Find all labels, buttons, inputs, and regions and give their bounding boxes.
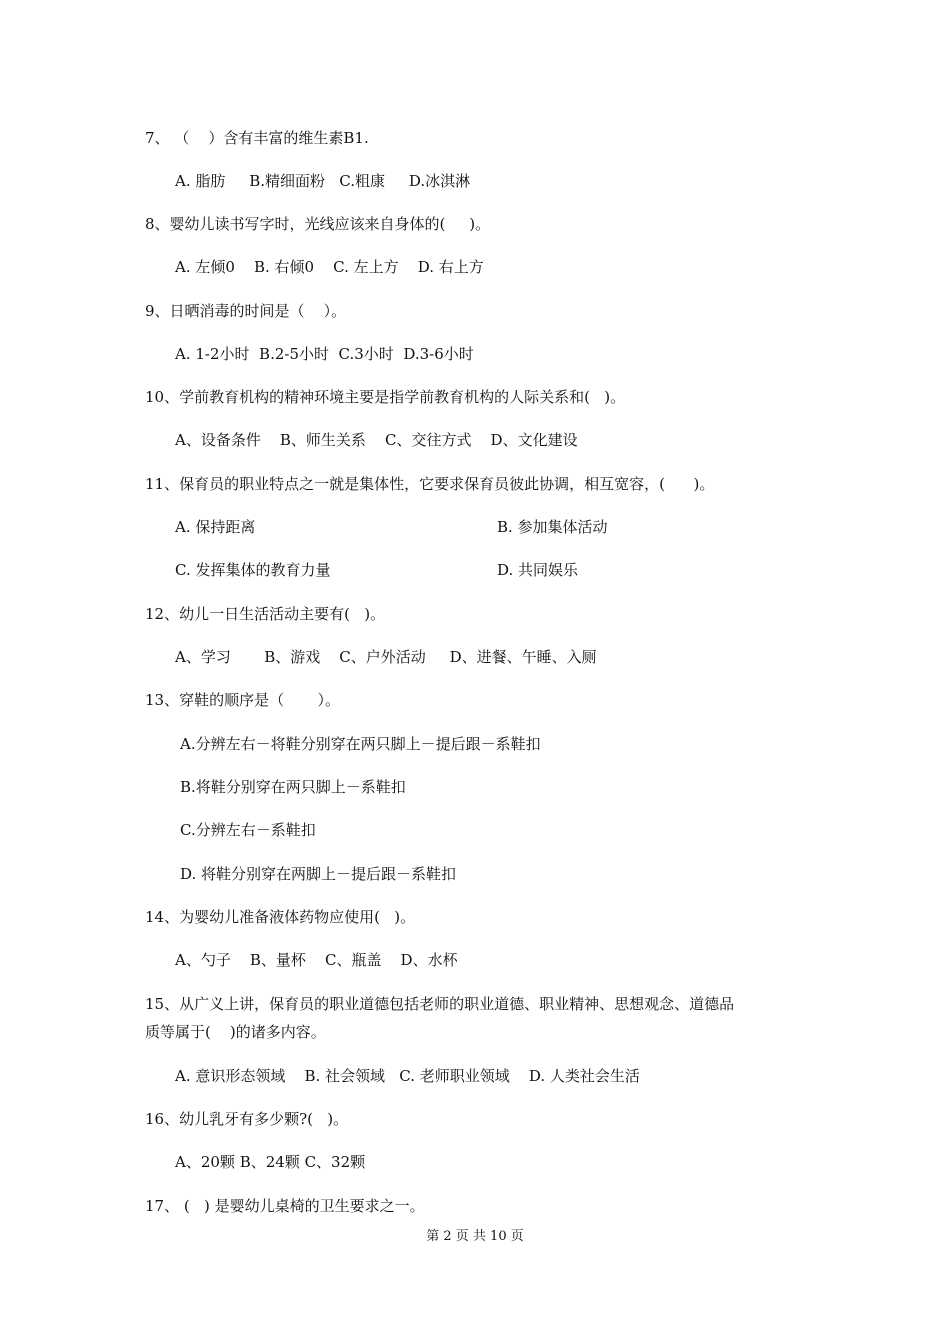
- question-9-options: A. 1-2小时 B.2-5小时 C.3小时 D.3-6小时: [175, 345, 474, 363]
- question-9: 9、日晒消毒的时间是（ ）。: [145, 302, 347, 320]
- question-17: 17、 ( ) 是婴幼儿桌椅的卫生要求之一。: [145, 1197, 425, 1215]
- question-13-option-a: A.分辨左右－将鞋分别穿在两只脚上－提后跟－系鞋扣: [180, 735, 541, 753]
- question-16: 16、幼儿乳牙有多少颗?( )。: [145, 1110, 349, 1128]
- question-14-options: A、勺子 B、量杯 C、瓶盖 D、水杯: [175, 951, 458, 969]
- question-14: 14、为婴幼儿准备液体药物应使用( )。: [145, 908, 416, 926]
- question-13-option-d: D. 将鞋分别穿在两脚上－提后跟－系鞋扣: [180, 865, 457, 883]
- page-footer: 第 2 页 共 10 页: [426, 1229, 524, 1244]
- question-15-options: A. 意识形态领域 B. 社会领域 C. 老师职业领域 D. 人类社会生活: [175, 1067, 640, 1085]
- question-11-option-b: B. 参加集体活动: [497, 518, 608, 536]
- question-10-options: A、设备条件 B、师生关系 C、交往方式 D、文化建设: [175, 431, 578, 449]
- question-13: 13、穿鞋的顺序是（ ）。: [145, 691, 340, 709]
- question-15: 15、从广义上讲，保育员的职业道德包括老师的职业道德、职业精神、思想观念、道德品: [145, 995, 735, 1013]
- question-8: 8、婴幼儿读书写字时，光线应该来自身体的( )。: [145, 215, 491, 233]
- question-11-option-d: D. 共同娱乐: [497, 561, 579, 579]
- question-10: 10、学前教育机构的精神环境主要是指学前教育机构的人际关系和( )。: [145, 388, 626, 406]
- question-15-continued: 质等属于( )的诸多内容。: [145, 1023, 326, 1041]
- question-13-option-c: C.分辨左右－系鞋扣: [180, 821, 316, 839]
- question-11: 11、保育员的职业特点之一就是集体性，它要求保育员彼此协调，相互宽容，( )。: [145, 475, 715, 493]
- question-13-option-b: B.将鞋分别穿在两只脚上－系鞋扣: [180, 778, 406, 796]
- question-7: 7、 （ ）含有丰富的维生素B1.: [145, 129, 369, 147]
- question-12-options: A、学习 B、游戏 C、户外活动 D、进餐、午睡、入厕: [175, 648, 597, 666]
- question-11-option-c: C. 发挥集体的教育力量: [175, 561, 331, 579]
- question-7-options: A. 脂肪 B.精细面粉 C.粗康 D.冰淇淋: [175, 172, 471, 190]
- question-12: 12、幼儿一日生活活动主要有( )。: [145, 605, 386, 623]
- question-16-options: A、20颗 B、24颗 C、32颗: [175, 1153, 366, 1171]
- question-8-options: A. 左倾0 B. 右倾0 C. 左上方 D. 右上方: [175, 258, 484, 276]
- question-11-option-a: A. 保持距离: [175, 518, 256, 536]
